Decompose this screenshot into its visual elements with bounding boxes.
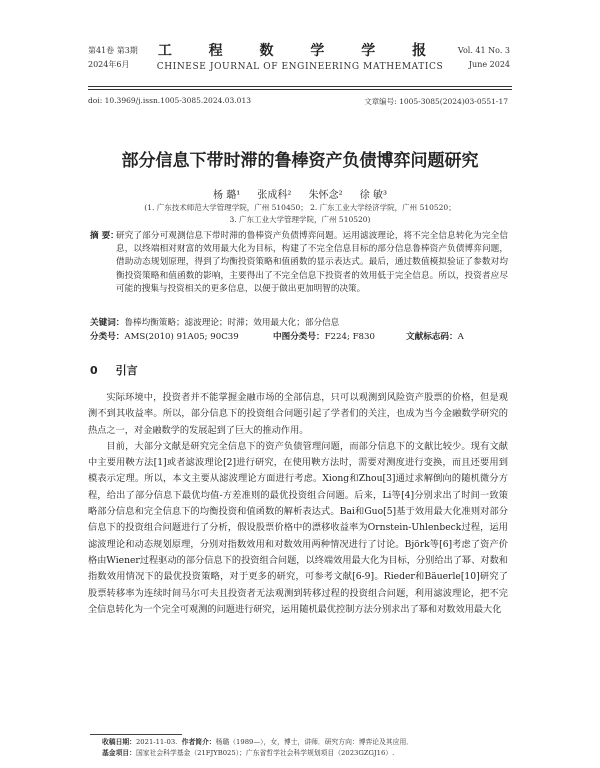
ams-value: AMS(2010) 91A05; 90C39: [124, 332, 239, 342]
footnote-fund: [102, 748, 508, 759]
clc-label: 中图分类号：: [273, 332, 325, 342]
received-date: 2021-11-03.: [135, 738, 178, 746]
volume-cn: 第41卷 第3期: [88, 46, 138, 55]
paper-title: 部分信息下带时滞的鲁棒资产负债博弈问题研究: [121, 151, 479, 171]
document-code: [406, 330, 464, 342]
section-heading: [90, 362, 138, 378]
journal-title-en: CHINESE JOURNAL OF ENGINEERING MATHEMATICS: [156, 62, 444, 72]
abstract-text: 研究了部分可观测信息下带时滞的鲁棒资产负债博弈问题。运用滤波理论，将不完全信息转化为完全信息，以终端相对财富的效用最大化为目标，构建了不完全信息目标的部分信息鲁棒资产负债博弈问题，借助动态规划原理，得到了均衡投资策略和值函数的显示表达式。最后，通过数值模拟验证了参数对均衡投资策略和值函数的影响，主要得出了不完全信息下投资者的效用低于完全信息。所以，投资者应尽可能的搜集与投资相关的更多信息，以便于做出更加明智的决策。: [116, 231, 508, 294]
author-list: [0, 186, 600, 201]
journal-header: [0, 0, 600, 90]
paragraph: 目前，大部分文献是研究完全信息下的资产负债管理问题，而部分信息下的文献比较少。现有文献中主要用鞅方法[1]或者滤波理论[2]进行研究，在使用鞅方法时，需要对测度进行变换，而且还要用到模表示定理。所以，本文主要从滤波理论方面进行考虑。Xiong和Zhou[3]通过求解倒向的随机微分方程，给出了部分信息下最优均值-方差准则的最优投资组合问题。后来，Li等[4]分别求出了时间一致策略部分信息和完全信息下的均衡投资和值函数的解析表达式。Bai和Guo[5]基于效用最大化准则对部分信息下的投资组合问题进行了分析，假设股票价格中的漂移收益率为Ornstein-Uhlenbeck过程，运用滤波理论和动态规划原理，分别对指数效用和对数效用两种情况进行了讨论。Björk等[6]考虑了资产价格由Wiener过程驱动的部分信息下的投资组合问题，以终端效用最大化为目标，分别给出了幂、对数和指数效用情况下的最优投资策略，对于更多的研究，可参考文献[6-9]。Rieder和Bäuerle[10]研究了股票转移率为连续时间马尔可夫且投资者无法观测到转移过程的投资组合问题，利用滤波理论，把不完全信息转化为一个完全可观测的问题进行研究，运用随机最优控制方法分别求出了幂和对数效用最大化: [88, 440, 508, 615]
journal-title-cn: 工 程 数 学 学 报: [157, 43, 443, 59]
author-bio-label: 作者简介：: [181, 738, 216, 746]
clc-value: F224; F830: [324, 332, 375, 342]
date-cn: 2024年6月: [88, 60, 130, 69]
clc-classification: [273, 330, 375, 342]
keywords: [90, 316, 508, 328]
header-right: [458, 44, 510, 72]
fund-text: 国家社会科学基金（21FJYB025）；广东省哲学社会科学规划项目（2023GZGJ16）.: [135, 749, 395, 757]
section-title: 引言: [115, 364, 138, 377]
affiliations: [0, 202, 600, 226]
keywords-text: 鲁棒均衡策略；滤波理论；时滞；效用最大化；部分信息: [124, 318, 340, 328]
section-number: 0: [90, 364, 98, 377]
abstract-label: 摘 要：: [90, 231, 119, 241]
author: 张成科²: [257, 190, 292, 201]
doi-line: [88, 96, 508, 105]
footnote-rule: [90, 734, 182, 735]
abstract: [90, 230, 508, 296]
code-value: A: [457, 332, 464, 342]
article-number: 文章编号: 1005-3085(2024)03-0551-17: [364, 97, 508, 106]
header-center: [0, 40, 600, 72]
keywords-label: 关键词：: [90, 318, 125, 328]
header-rule: [88, 86, 512, 87]
footnote-received: [102, 737, 508, 748]
author: 杨 璐¹: [213, 190, 241, 201]
affiliation-line: 3. 广东工业大学管理学院，广州 510520): [229, 215, 371, 224]
body-text: [88, 390, 508, 618]
received-label: 收稿日期：: [102, 738, 136, 746]
fund-label: 基金项目：: [102, 749, 136, 757]
author: 朱怀念²: [308, 190, 343, 201]
author-bio: 杨璐（1989—），女，博士，讲师．研究方向：博弈论及其应用．: [215, 738, 414, 746]
affiliation-line: (1. 广东技术师范大学管理学院，广州 510450； 2. 广东工业大学经济学院，广州 510520；: [144, 203, 456, 212]
author: 徐 敏³: [359, 190, 387, 201]
volume-en: Vol. 41 No. 3: [457, 46, 510, 55]
footnotes: [102, 737, 508, 759]
ams-classification: [90, 330, 239, 342]
header-rule-thin: [88, 89, 512, 90]
ams-label: 分类号：: [90, 332, 125, 342]
code-label: 文献标志码：: [406, 332, 458, 342]
doi: doi: 10.3969/j.issn.1005-3085.2024.03.013: [88, 96, 251, 105]
date-en: June 2024: [468, 60, 510, 69]
paragraph: 实际环境中，投资者并不能掌握金融市场的全部信息，只可以观测到风险资产股票的价格，但是观测不到其收益率。所以，部分信息下的投资组合问题引起了学者们的关注，也成为当今金融数学研究的热点之一，对金融数学的发展起到了巨大的推动作用。: [88, 392, 508, 436]
